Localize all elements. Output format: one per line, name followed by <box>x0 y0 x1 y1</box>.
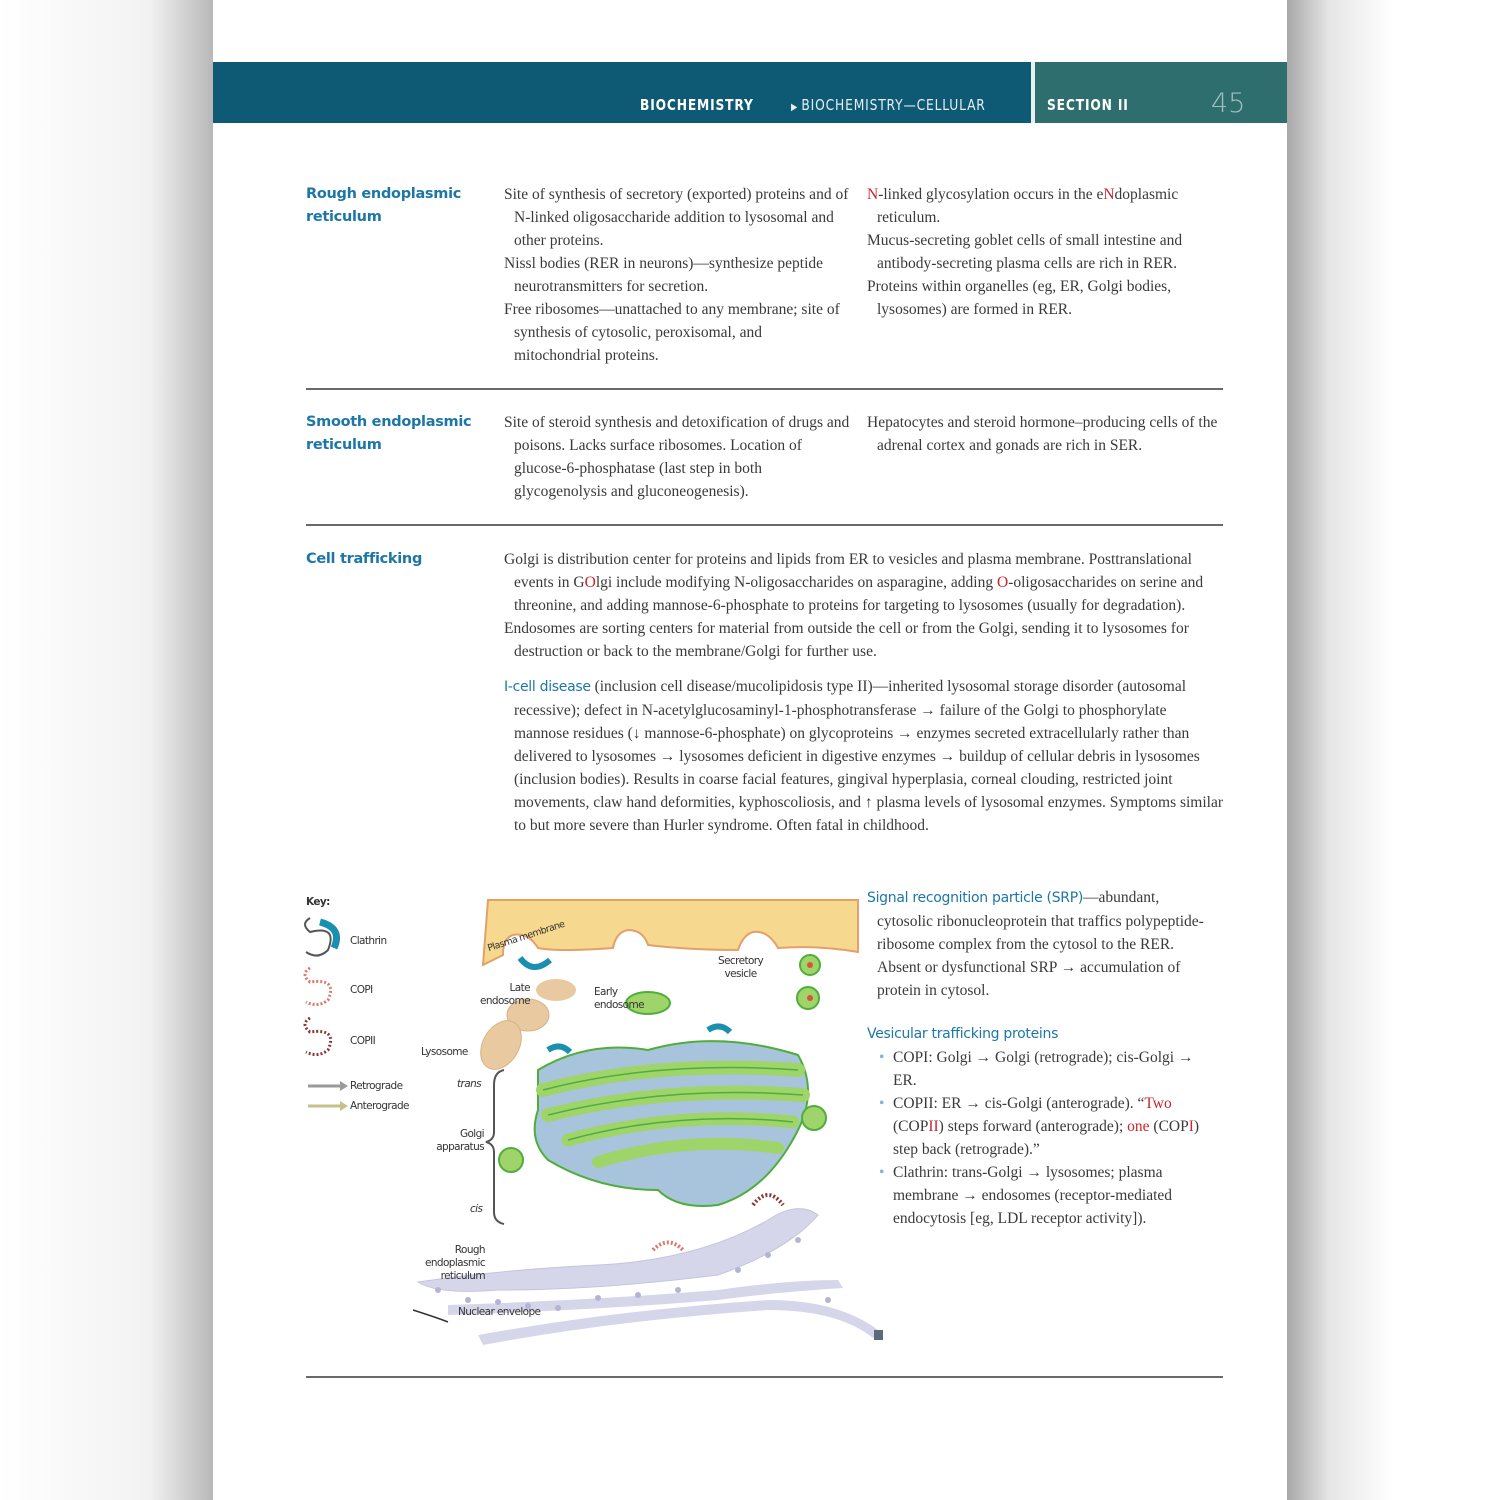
running-header <box>213 62 1287 123</box>
label-golgi-apparatus <box>428 1128 484 1154</box>
paragraph: Mucus-secreting goblet cells of small intestine and antibody-secreting plasma cells are rich in RER. <box>867 232 1183 272</box>
paragraph: Hepatocytes and steroid hormone–producing cells of the adrenal cortex and gonads are rich in SER. <box>867 414 1218 454</box>
header-subchapter: BIOCHEMISTRY—CELLULAR <box>801 96 986 114</box>
label-late-endosome <box>458 982 530 1008</box>
text-run: —abundant, cytosolic ribonucleoprotein that traffics polypeptide-ribosome complex from the cytosol to the RER. Absent or dysfunctional SRP → accumulation of protein in cytosol. <box>877 889 1204 999</box>
label-early-endosome <box>594 986 644 1012</box>
label-line: endosome <box>480 995 530 1007</box>
label-line: Early <box>594 986 618 998</box>
mnemonic-highlight: N <box>1103 186 1115 203</box>
text-run: (COP <box>893 1118 929 1135</box>
label-rough-er <box>403 1244 485 1283</box>
icell-disease-label: I-cell disease <box>504 679 591 695</box>
paragraph: Free ribosomes—unattached to any membrane; site of synthesis of cytosolic, peroxisomal, and mitochondrial proteins. <box>504 301 840 364</box>
text-run: -oligosaccharides on serine and threonine, and adding mannose-6-phosphate to proteins for targeting to lysosomes (usually for degradation). <box>514 574 1204 614</box>
paragraph: Proteins within organelles (eg, ER, Golgi bodies, lysosomes) are formed in RER. <box>867 278 1172 318</box>
entry-title-line: Rough endoplasmic <box>306 186 462 202</box>
label-nuclear-envelope: Nuclear envelope <box>458 1306 541 1318</box>
paragraph <box>504 548 1224 617</box>
entry-title-ser <box>306 411 471 457</box>
entry-title-cell-trafficking <box>306 548 422 571</box>
entry-title-line: reticulum <box>306 209 382 225</box>
section-divider <box>306 524 1223 526</box>
figure-marker-icon <box>874 1330 883 1340</box>
header-chapter: BIOCHEMISTRY <box>640 96 754 114</box>
mnemonic-highlight: O <box>584 574 596 591</box>
icell-paragraph <box>504 675 1224 837</box>
entry-title-rer <box>306 183 461 229</box>
paragraph: Site of synthesis of secretory (exported) proteins and of N-linked oligosaccharide addition to lysosomal and other proteins. <box>504 186 849 249</box>
label-line: endoplasmic <box>424 1257 485 1269</box>
text-run: (COP <box>1149 1118 1189 1135</box>
vesicular-trafficking-label: Vesicular trafficking proteins <box>867 1026 1059 1042</box>
textbook-page <box>213 0 1287 1500</box>
entry-title-line: Smooth endoplasmic <box>306 414 472 430</box>
entry-title-line: Cell trafficking <box>306 551 423 567</box>
paragraph: Site of steroid synthesis and detoxification of drugs and poisons. Lacks surface ribosomes. Location of glucose-6-phosphatase (last step in both glycogenolysis and gluconeogenesis). <box>504 414 850 500</box>
rer-notes-text <box>867 183 1223 321</box>
key-copii-label: COPII <box>350 1035 376 1047</box>
mnemonic-highlight: one <box>1127 1118 1150 1135</box>
mnemonic-highlight: II <box>928 1118 939 1135</box>
right-page-edge <box>1287 0 1500 1500</box>
golgi-trafficking-diagram <box>298 890 878 1350</box>
label-lysosome: Lysosome <box>421 1046 468 1058</box>
page-number: 45 <box>1211 88 1246 119</box>
paragraph <box>867 183 1223 229</box>
srp-text <box>867 886 1219 1002</box>
header-breadcrumb <box>791 96 986 114</box>
label-trans: trans <box>457 1078 481 1090</box>
cell-trafficking-text <box>504 548 1224 837</box>
text-run: ) steps forward (anterograde); <box>938 1118 1128 1135</box>
label-line: Golgi <box>459 1128 484 1140</box>
list-item-clathrin: • Clathrin: trans-Golgi → lysosomes; plasma membrane → endosomes (receptor-mediated endocytosis [eg, LDL receptor activity]). <box>867 1161 1219 1230</box>
mnemonic-highlight: N <box>867 186 879 203</box>
paragraph <box>867 886 1219 1002</box>
label-cis: cis <box>470 1203 483 1215</box>
text-run: COPII: ER → cis-Golgi (anterograde). “ <box>893 1095 1145 1112</box>
bottom-divider <box>306 1376 1223 1378</box>
label-secretory-vesicle <box>718 955 763 981</box>
text-run: ) step back (retrograde).” <box>893 1118 1200 1158</box>
label-line: Rough <box>454 1244 485 1256</box>
key-clathrin-label: Clathrin <box>350 935 387 947</box>
section-divider <box>306 388 1223 390</box>
label-line: Late <box>509 982 530 994</box>
srp-label: Signal recognition particle (SRP) <box>867 890 1084 906</box>
mnemonic-highlight: I <box>1188 1118 1194 1135</box>
label-line: endosome <box>594 999 644 1011</box>
text-run: -linked glycosylation occurs in the e <box>878 186 1104 203</box>
list-item-copi: • COPI: Golgi → Golgi (retrograde); cis-Golgi → ER. <box>867 1046 1219 1092</box>
header-section: SECTION II <box>1047 96 1129 114</box>
text-run: (inclusion cell disease/mucolipidosis type II)—inherited lysosomal storage disorder (autosomal recessive); defect in N-acetylglucosaminyl-1-phosphotransferase → failure of the Golgi to phosphorylate mannose residues (↓ mannose-6-phosphate) on glycoproteins → enzymes secreted extracellularly rather than delivered to lysosomes → lysosomes deficient in digestive enzymes → buildup of cellular debris in lysosomes (inclusion bodies). Results in coarse facial features, gingival hyperplasia, corneal clouding, restricted joint movements, claw hand deformities, kyphoscoliosis, and ↑ plasma levels of lysosomal enzymes. Symptoms similar to but more severe than Hurler syndrome. Often fatal in childhood. <box>514 678 1224 834</box>
key-retrograde-label: Retrograde <box>350 1080 403 1092</box>
text-run: Golgi is distribution center for proteins and lipids from ER to vesicles and plasma membrane. Posttranslational events in G <box>504 551 1192 591</box>
breadcrumb-arrow-icon: ▶ <box>791 102 799 113</box>
rer-main-text <box>504 183 849 367</box>
entry-title-line: reticulum <box>306 437 382 453</box>
label-line: reticulum <box>440 1270 485 1282</box>
vesicular-trafficking-text <box>867 1023 1219 1230</box>
mnemonic-highlight: Two <box>1144 1095 1172 1112</box>
list-item-copii <box>867 1092 1219 1161</box>
label-line: vesicle <box>724 968 757 980</box>
text-run: lgi include modifying N-oligosaccharides on asparagine, adding <box>595 574 997 591</box>
vesicular-trafficking-list <box>867 1046 1219 1230</box>
paragraph: Endosomes are sorting centers for material from outside the cell or from the Golgi, sending it to lysosomes for destruction or back to the membrane/Golgi for further use. <box>504 620 1189 660</box>
key-copi-label: COPI <box>350 984 373 996</box>
label-line: Secretory <box>718 955 764 967</box>
text-run: doplasmic reticulum. <box>877 186 1179 226</box>
left-page-edge <box>0 0 213 1500</box>
ser-notes-text <box>867 411 1223 457</box>
label-line: apparatus <box>436 1141 484 1153</box>
key-title: Key: <box>306 896 330 908</box>
label-plasma-membrane: Plasma membrane <box>486 918 566 955</box>
paragraph: Nissl bodies (RER in neurons)—synthesize peptide neurotransmitters for secretion. <box>504 255 823 295</box>
mnemonic-highlight: O <box>996 574 1009 591</box>
ser-main-text <box>504 411 856 503</box>
diagram-graphic <box>298 890 878 1350</box>
key-anterograde-label: Anterograde <box>350 1100 409 1112</box>
